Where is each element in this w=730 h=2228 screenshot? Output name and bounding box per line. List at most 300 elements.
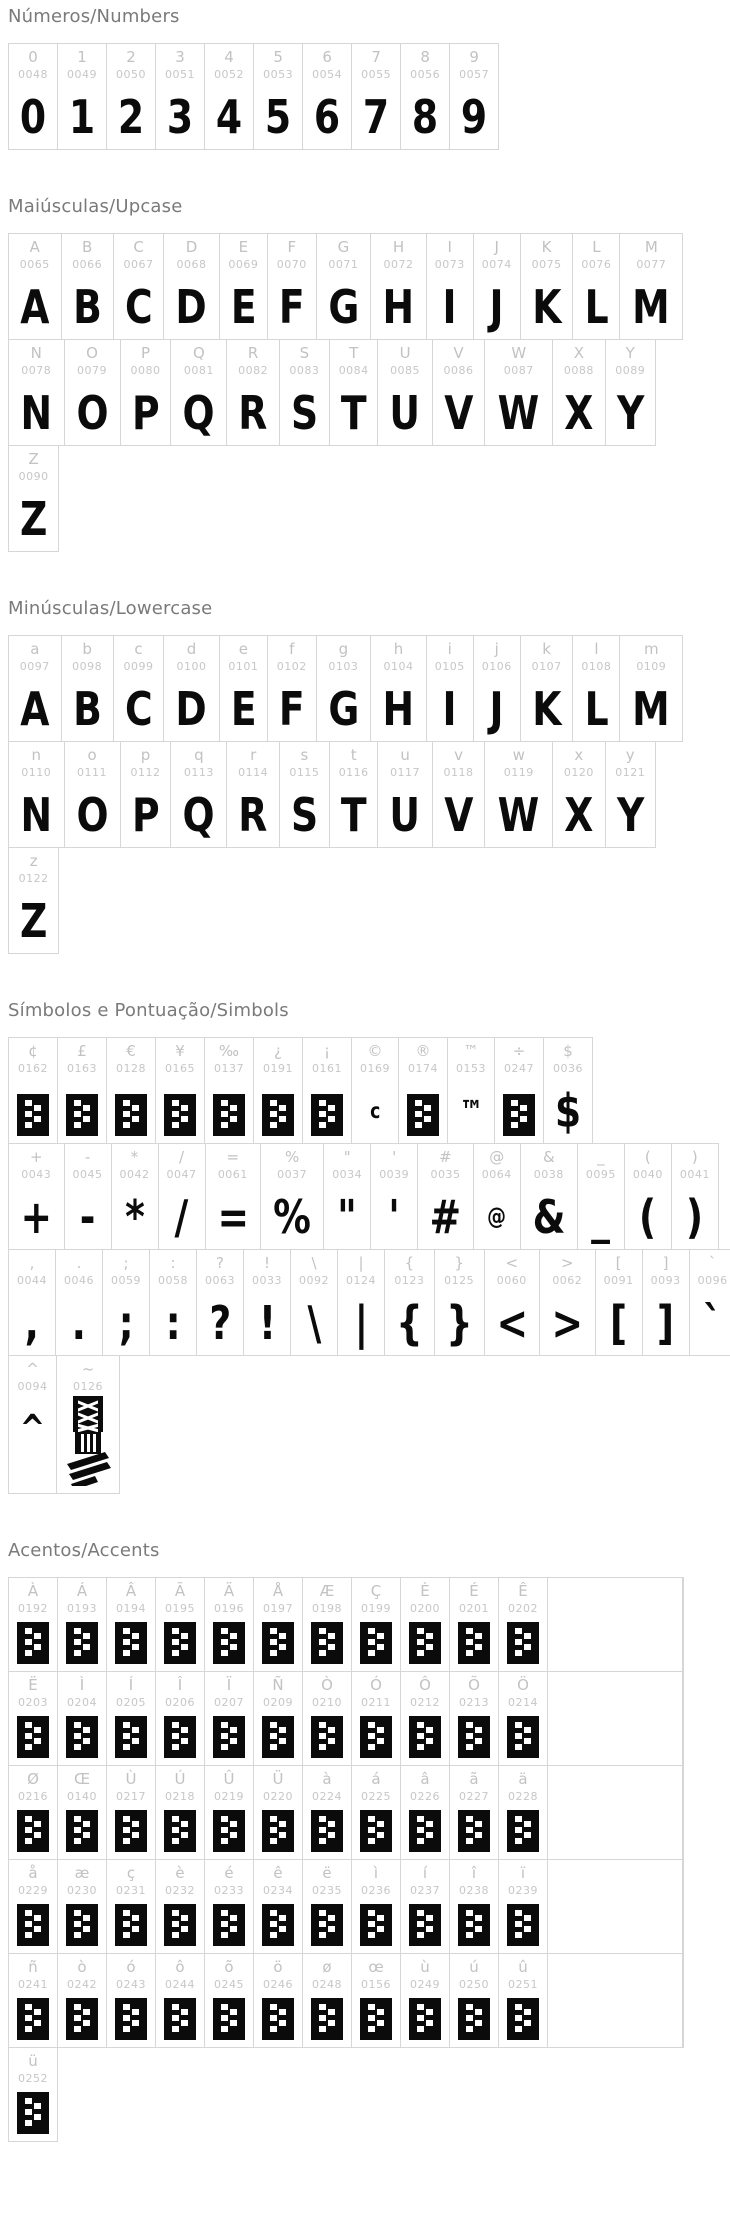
notdef-glyph-icon [458, 1618, 490, 1664]
notdef-glyph-icon [115, 1994, 147, 2040]
unicode-code-label: 0058 [158, 1274, 188, 1287]
glyph-cell-0205 [107, 1672, 156, 1765]
character-label: œ [368, 1958, 384, 1976]
character-label: P [140, 344, 150, 362]
glyph-cell-0124 [338, 1250, 385, 1355]
character-label: B [81, 238, 93, 256]
glyph-cell-0073 [427, 234, 474, 339]
glyph-preview [164, 1290, 182, 1348]
notdef-glyph-icon [360, 1712, 392, 1758]
unicode-code-label: 0109 [636, 660, 667, 673]
glyph-character: 1 [68, 90, 96, 144]
unicode-code-label: 0099 [123, 660, 154, 673]
glyph-preview [628, 676, 674, 734]
glyph-character: D [175, 682, 208, 736]
glyph-cell-0042 [112, 1144, 159, 1249]
notdef-glyph-icon [360, 1618, 392, 1664]
unicode-code-label: 0161 [312, 1062, 342, 1075]
glyph-character: A [20, 682, 50, 736]
unicode-code-label: 0096 [697, 1274, 728, 1287]
character-label: k [542, 640, 551, 658]
glyph-cell-0119 [485, 742, 553, 847]
glyph-preview [23, 1290, 40, 1348]
glyph-cell-0162 [9, 1038, 58, 1143]
glyph-character: W [497, 386, 540, 440]
glyph-row [8, 43, 499, 150]
character-label: " [343, 1148, 351, 1166]
glyph-cell-0045 [65, 1144, 112, 1249]
glyph-row [8, 1765, 684, 1860]
glyph-cell-0094 [9, 1356, 57, 1493]
notdef-glyph-icon [66, 1078, 98, 1136]
glyph-preview [386, 380, 423, 438]
glyph-cell-0076 [573, 234, 620, 339]
glyph-cell-0056 [401, 44, 450, 149]
glyph-cell-0060 [485, 1250, 541, 1355]
glyph-cell-0210 [303, 1672, 352, 1765]
unicode-code-label: 0112 [130, 766, 161, 779]
glyph-preview [548, 1290, 587, 1348]
glyph-cell-0198 [303, 1578, 352, 1671]
glyph-character: ` [703, 1296, 723, 1350]
character-label: & [542, 1148, 555, 1166]
glyph-cell-0058 [150, 1250, 197, 1355]
notdef-glyph-icon [17, 2088, 49, 2134]
glyph-character: . [71, 1296, 87, 1350]
glyph-preview [17, 84, 49, 142]
glyph-cell-0248 [303, 1954, 352, 2047]
character-label: L [592, 238, 601, 256]
unicode-code-label: 0036 [553, 1062, 583, 1075]
glyph-cell-0206 [156, 1672, 205, 1765]
glyph-character: # [429, 1190, 462, 1244]
glyph-character: % [273, 1190, 312, 1244]
character-label: ( [644, 1148, 651, 1166]
unicode-code-label: 0060 [496, 1274, 527, 1287]
glyph-cell-0081 [171, 340, 227, 445]
glyph-cell-0214 [499, 1672, 548, 1765]
glyph-cell-0051 [156, 44, 205, 149]
character-label: Ü [272, 1770, 284, 1788]
glyph-cell-0113 [171, 742, 227, 847]
unicode-code-label: 0071 [328, 258, 359, 271]
glyph-cell-0069 [220, 234, 268, 339]
character-label: q [194, 746, 204, 764]
glyph-character: : [165, 1296, 181, 1350]
character-label: u [400, 746, 410, 764]
glyph-cell-0035 [418, 1144, 474, 1249]
glyph-preview [70, 676, 105, 734]
glyph-character: ™ [459, 1094, 483, 1128]
unicode-code-label: 0244 [165, 1978, 195, 1991]
unicode-code-label: 0105 [434, 660, 465, 673]
section-accents [8, 1540, 722, 2142]
character-label: Í [128, 1676, 134, 1694]
unicode-code-label: 0115 [289, 766, 320, 779]
glyph-row [8, 1953, 684, 2048]
glyph-cell-0037 [261, 1144, 324, 1249]
unicode-code-label: 0089 [615, 364, 646, 377]
character-label: r [250, 746, 257, 764]
notdef-glyph-icon [360, 1994, 392, 2040]
glyph-character: X [564, 788, 594, 842]
unicode-code-label: 0219 [214, 1790, 244, 1803]
glyph-cell-0239 [499, 1860, 548, 1953]
unicode-code-label: 0094 [17, 1380, 48, 1393]
glyph-cell-0098 [62, 636, 114, 741]
glyph-preview [458, 84, 490, 142]
glyph-character: O [76, 788, 109, 842]
unicode-code-label: 0110 [21, 766, 52, 779]
notdef-glyph-icon [311, 1078, 343, 1136]
unicode-code-label: 0067 [123, 258, 154, 271]
notdef-glyph-icon [507, 1712, 539, 1758]
glyph-character: F [278, 280, 305, 334]
glyph-character: 8 [412, 90, 439, 144]
glyph-preview [637, 1184, 658, 1242]
unicode-code-label: 0137 [214, 1062, 244, 1075]
character-label: Ã [174, 1582, 186, 1600]
glyph-cell-0047 [159, 1144, 206, 1249]
character-label: á [371, 1770, 381, 1788]
glyph-cell-0061 [206, 1144, 262, 1249]
notdef-glyph-icon [164, 1078, 196, 1136]
notdef-glyph-icon [458, 1712, 490, 1758]
glyph-preview [276, 676, 307, 734]
unicode-code-label: 0048 [18, 68, 48, 81]
glyph-character: + [20, 1190, 53, 1244]
glyph-preview [288, 380, 321, 438]
glyph-preview [379, 676, 418, 734]
glyph-cell-0066 [62, 234, 114, 339]
glyph-preview [17, 782, 56, 840]
glyph-cell-0044 [9, 1250, 56, 1355]
character-label: ? [216, 1254, 224, 1272]
glyph-cell-0115 [280, 742, 330, 847]
character-label: ã [469, 1770, 479, 1788]
glyph-character: _ [591, 1190, 611, 1244]
unicode-code-label: 0251 [508, 1978, 538, 1991]
character-label: ^ [26, 1360, 39, 1378]
notdef-glyph-icon [262, 1712, 294, 1758]
unicode-code-label: 0056 [410, 68, 441, 81]
unicode-code-label: 0207 [214, 1696, 244, 1709]
unicode-code-label: 0061 [217, 1168, 248, 1181]
glyph-character: J [489, 280, 504, 334]
glyph-character: " [337, 1190, 358, 1244]
notdef-glyph-icon [213, 1712, 245, 1758]
glyph-preview [115, 84, 147, 142]
glyph-character: ^ [19, 1407, 46, 1450]
glyph-cell-0199 [352, 1578, 401, 1671]
character-label: $ [563, 1042, 573, 1060]
character-label: 1 [77, 48, 87, 66]
glyph-character: 6 [313, 90, 341, 144]
glyph-character: S [290, 788, 319, 842]
character-label: S [299, 344, 310, 362]
notdef-glyph-icon [507, 1618, 539, 1664]
unicode-code-label: 0233 [214, 1884, 244, 1897]
glyph-cell-0043 [9, 1144, 65, 1249]
unicode-code-label: 0217 [116, 1790, 146, 1803]
glyph-cell-0059 [103, 1250, 150, 1355]
glyph-preview [552, 1078, 584, 1136]
unicode-code-label: 0101 [228, 660, 259, 673]
glyph-cell-0246 [254, 1954, 303, 2047]
glyph-cell-0100 [164, 636, 219, 741]
glyph-character: * [124, 1190, 145, 1244]
character-label: ¿ [274, 1042, 282, 1060]
glyph-character: L [584, 682, 609, 736]
glyph-preview [655, 1290, 676, 1348]
glyph-cell-0065 [9, 234, 62, 339]
glyph-preview [129, 380, 163, 438]
glyph-cell-0120 [553, 742, 605, 847]
glyph-cell-0041 [672, 1144, 718, 1249]
notdef-glyph-icon [311, 1994, 343, 2040]
glyph-character: N [20, 386, 53, 440]
glyph-cell-0116 [330, 742, 378, 847]
character-label: À [27, 1582, 39, 1600]
character-label: a [30, 640, 40, 658]
unicode-code-label: 0225 [361, 1790, 391, 1803]
glyph-cell-0105 [427, 636, 474, 741]
glyph-cell-0193 [58, 1578, 107, 1671]
glyph-cell-0036 [544, 1038, 592, 1143]
section-numbers [8, 6, 722, 150]
unicode-code-label: 0206 [165, 1696, 195, 1709]
character-label: m [644, 640, 659, 658]
notdef-glyph-icon [409, 1900, 441, 1946]
glyph-cell-0074 [474, 234, 521, 339]
unicode-code-label: 0196 [214, 1602, 244, 1615]
notdef-glyph-icon [17, 1618, 49, 1664]
character-label: ì [373, 1864, 379, 1882]
unicode-code-label: 0124 [346, 1274, 376, 1287]
notdef-glyph-icon [262, 1900, 294, 1946]
character-label: Ë [28, 1676, 38, 1694]
glyph-character: \ [307, 1296, 321, 1350]
glyph-row [8, 2047, 58, 2142]
glyph-cell-0077 [620, 234, 682, 339]
character-label: Ô [419, 1676, 431, 1694]
glyph-preview [628, 274, 674, 332]
glyph-character: ) [686, 1190, 704, 1244]
unicode-code-label: 0046 [64, 1274, 94, 1287]
glyph-preview [235, 380, 270, 438]
glyph-character: V [443, 788, 474, 842]
glyph-cell-0075 [521, 234, 574, 339]
notdef-glyph-icon [311, 1618, 343, 1664]
glyph-cell-0097 [9, 636, 62, 741]
glyph-preview [122, 676, 156, 734]
unicode-code-label: 0165 [165, 1062, 195, 1075]
glyph-row [8, 1577, 684, 1672]
unicode-code-label: 0052 [214, 68, 245, 81]
glyph-character: O [76, 386, 109, 440]
section-title: Maiúsculas/Upcase [8, 196, 183, 217]
character-label: * [130, 1148, 139, 1166]
glyph-cell-0033 [244, 1250, 291, 1355]
glyph-cell-0079 [65, 340, 121, 445]
glyph-character: 4 [215, 90, 243, 144]
character-label: ä [518, 1770, 528, 1788]
glyph-row [8, 233, 683, 340]
glyph-character: ] [656, 1296, 675, 1350]
glyph-character: | [354, 1296, 368, 1350]
glyph-preview [338, 782, 369, 840]
character-label: [ [615, 1254, 622, 1272]
character-label: } [454, 1254, 464, 1272]
glyph-row [8, 339, 656, 446]
character-label: ö [273, 1958, 283, 1976]
glyph-cell-0103 [317, 636, 372, 741]
character-label: p [140, 746, 151, 764]
character-label: ù [420, 1958, 430, 1976]
unicode-code-label: 0117 [390, 766, 421, 779]
unicode-code-label: 0107 [531, 660, 562, 673]
character-label: j [494, 640, 499, 658]
notdef-glyph-icon [503, 1078, 535, 1136]
glyph-row [8, 445, 59, 552]
glyph-preview [288, 782, 321, 840]
unicode-code-label: 0045 [72, 1168, 103, 1181]
glyph-preview [179, 380, 218, 438]
glyph-cell-0102 [268, 636, 316, 741]
notdef-glyph-icon [164, 1994, 196, 2040]
notdef-glyph-icon [213, 1900, 245, 1946]
notdef-glyph-icon [213, 1078, 245, 1136]
glyph-cell-0038 [521, 1144, 578, 1249]
unicode-code-label: 0245 [214, 1978, 244, 1991]
notdef-glyph-icon [164, 1806, 196, 1852]
character-label: ¥ [175, 1042, 185, 1060]
character-label: æ [74, 1864, 90, 1882]
glyph-cell-0227 [450, 1766, 499, 1859]
glyph-row [8, 847, 59, 954]
character-label: 2 [126, 48, 136, 66]
glyph-cell-0234 [254, 1860, 303, 1953]
character-label: @ [489, 1148, 505, 1166]
unicode-code-label: 0248 [312, 1978, 342, 1991]
glyph-cell-0112 [121, 742, 172, 847]
notdef-glyph-icon [409, 1806, 441, 1852]
notdef-glyph-icon [115, 1618, 147, 1664]
character-label: < [505, 1254, 519, 1272]
unicode-code-label: 0033 [252, 1274, 282, 1287]
character-label: ] [662, 1254, 669, 1272]
unicode-code-label: 0212 [410, 1696, 440, 1709]
character-label: 4 [224, 48, 234, 66]
character-label: í [422, 1864, 428, 1882]
glyph-character: P [131, 386, 160, 440]
glyph-cell-0231 [107, 1860, 156, 1953]
glyph-preview [457, 1078, 486, 1136]
glyph-cell-0225 [352, 1766, 401, 1859]
character-label: Õ [468, 1676, 480, 1694]
character-label: o [87, 746, 97, 764]
glyph-cell-0064 [474, 1144, 521, 1249]
notdef-glyph-icon [115, 1806, 147, 1852]
notdef-glyph-icon [311, 1900, 343, 1946]
character-label: ; [123, 1254, 129, 1272]
glyph-cell-0111 [65, 742, 121, 847]
unicode-code-label: 0122 [18, 872, 49, 885]
character-label: > [561, 1254, 574, 1272]
notdef-glyph-icon [409, 1994, 441, 2040]
glyph-cell-0226 [401, 1766, 450, 1859]
glyph-cell-0252 [9, 2048, 57, 2141]
glyph-cell-0126 [57, 1356, 119, 1493]
character-label: Ï [226, 1676, 232, 1694]
character-label: Á [76, 1582, 88, 1600]
character-label: ¡ [323, 1042, 330, 1060]
glyph-preview [73, 380, 112, 438]
character-label: R [247, 344, 259, 362]
unicode-code-label: 0084 [338, 364, 369, 377]
glyph-character: { [395, 1296, 423, 1350]
glyph-cell-0052 [205, 44, 254, 149]
glyph-cell-0053 [254, 44, 303, 149]
character-label: + [29, 1148, 43, 1166]
glyph-preview [73, 782, 112, 840]
glyph-cell-0122 [9, 848, 58, 953]
character-label: å [28, 1864, 38, 1882]
glyph-cell-0071 [317, 234, 372, 339]
unicode-code-label: 0128 [116, 1062, 146, 1075]
character-label: \ [311, 1254, 317, 1272]
glyph-preview [493, 1290, 532, 1348]
unicode-code-label: 0053 [263, 68, 294, 81]
glyph-cell-0084 [330, 340, 378, 445]
glyph-preview [393, 1290, 426, 1348]
character-label: © [367, 1042, 383, 1060]
glyph-preview [228, 676, 259, 734]
glyph-preview [123, 1184, 147, 1242]
glyph-preview [582, 676, 611, 734]
glyph-row [8, 1143, 719, 1250]
unicode-code-label: 0097 [19, 660, 50, 673]
glyph-cell-0067 [114, 234, 165, 339]
glyph-preview [529, 274, 565, 332]
glyph-preview [608, 1290, 629, 1348]
character-label: / [179, 1148, 185, 1166]
glyph-cell-0235 [303, 1860, 352, 1953]
notdef-glyph-icon [66, 1900, 98, 1946]
glyph-grid [8, 635, 684, 954]
glyph-character: } [445, 1296, 473, 1350]
glyph-character: Q [182, 788, 215, 842]
glyph-preview [529, 1184, 569, 1242]
unicode-code-label: 0153 [456, 1062, 486, 1075]
character-label: _ [597, 1148, 605, 1166]
glyph-cell-0241 [9, 1954, 58, 2047]
glyph-cell-0194 [107, 1578, 156, 1671]
glyph-cell-0165 [156, 1038, 205, 1143]
unicode-code-label: 0039 [379, 1168, 410, 1181]
glyph-character: c [369, 1099, 381, 1123]
glyph-cell-0243 [107, 1954, 156, 2047]
character-label: ø [322, 1958, 332, 1976]
notdef-glyph-icon [507, 1900, 539, 1946]
glyph-preview [164, 84, 196, 142]
glyph-character: F [278, 682, 305, 736]
notdef-glyph-icon [458, 1900, 490, 1946]
glyph-cell-0203 [9, 1672, 58, 1765]
glyph-preview [262, 84, 294, 142]
glyph-character: $ [554, 1084, 582, 1138]
unicode-code-label: 0201 [459, 1602, 489, 1615]
